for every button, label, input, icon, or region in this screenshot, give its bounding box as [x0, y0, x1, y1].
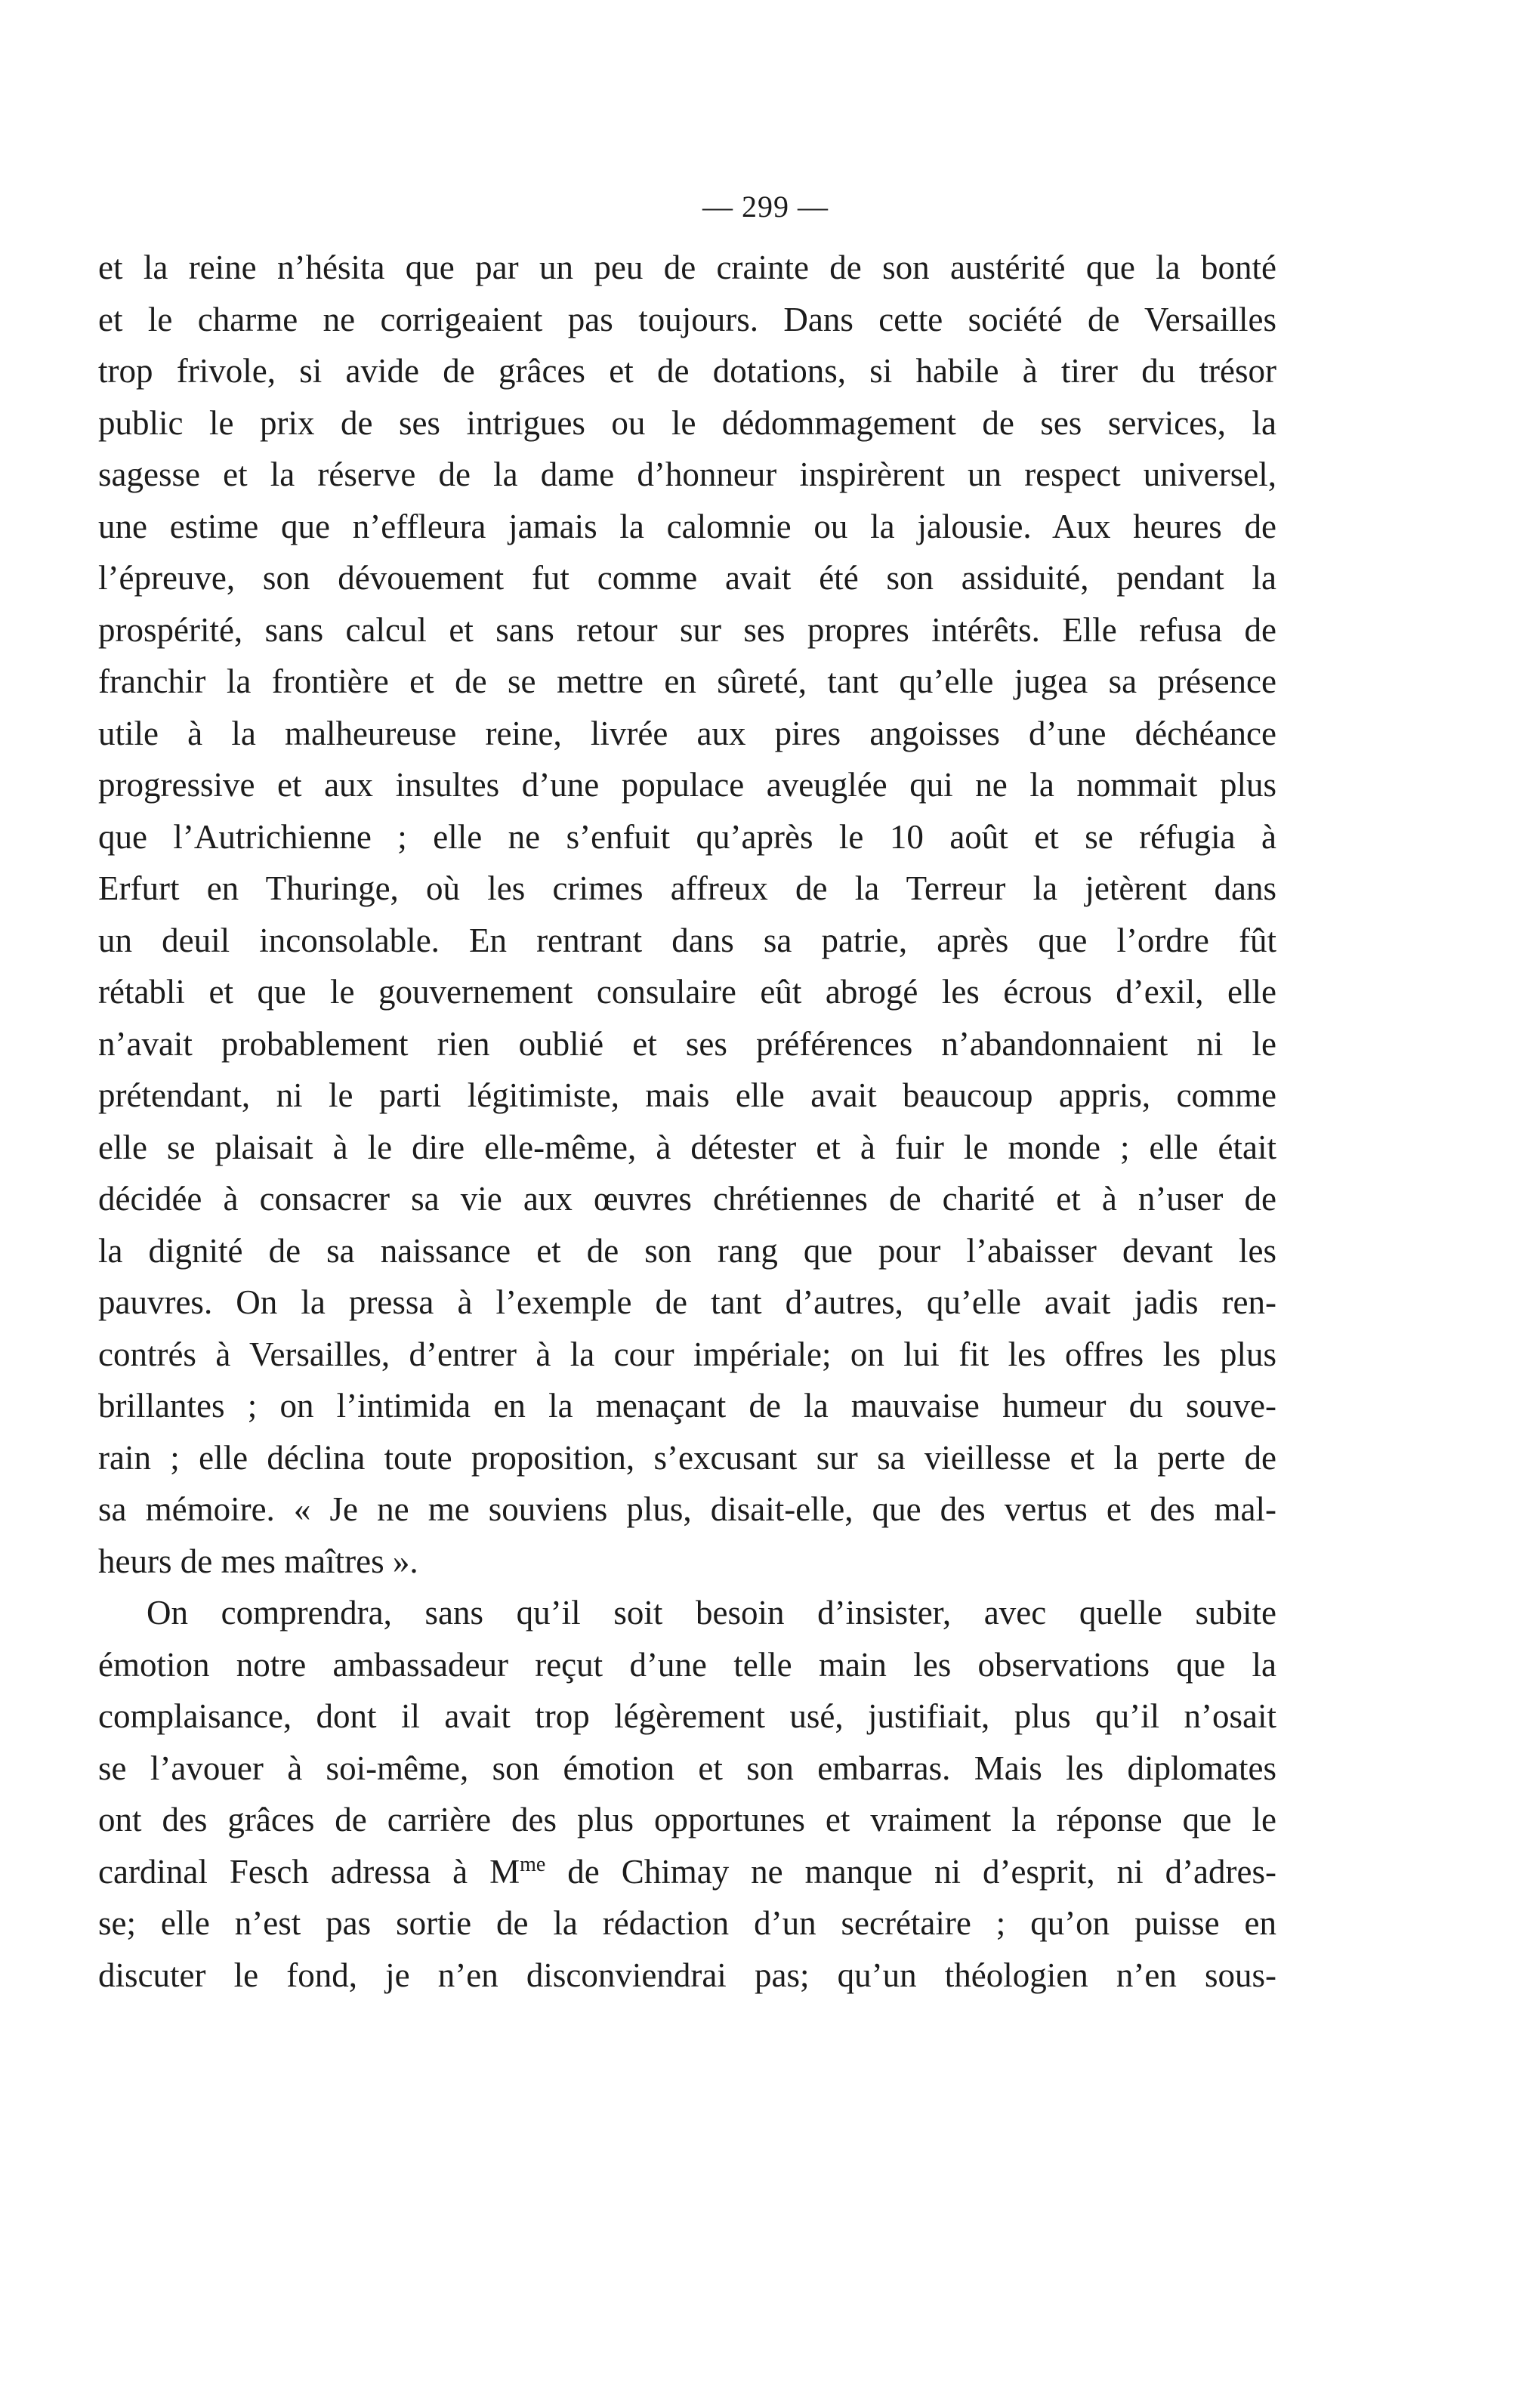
text-line: pauvres. On la pressa à l’exemple de tant d’autres, qu’elle avait jadis ren- [98, 1283, 1276, 1321]
superscript: me [520, 1852, 546, 1876]
text-fragment: de Chimay ne manque ni d’esprit, ni d’adres- [545, 1852, 1276, 1891]
text-fragment: cardinal Fesch adressa à M [98, 1852, 520, 1891]
text-line: décidée à consacrer sa vie aux œuvres chrétiennes de charité et à n’user de [98, 1180, 1276, 1218]
body-text [98, 242, 1276, 2001]
text-line: la dignité de sa naissance et de son rang que pour l’abaisser devant les [98, 1231, 1276, 1270]
text-line: public le prix de ses intrigues ou le dédommagement de ses services, la [98, 403, 1276, 442]
text-line: émotion notre ambassadeur reçut d’une telle main les observations que la [98, 1645, 1276, 1684]
text-line: que l’Autrichienne ; elle ne s’enfuit qu’après le 10 août et se réfugia à [98, 817, 1276, 856]
text-line: se l’avouer à soi-même, son émotion et son embarras. Mais les diplomates [98, 1749, 1276, 1787]
text-line: discuter le fond, je n’en disconviendrai pas; qu’un théologien n’en sous- [98, 1956, 1276, 1994]
text-line: une estime que n’effleura jamais la calomnie ou la jalousie. Aux heures de [98, 507, 1276, 545]
text-line: heurs de mes maîtres ». [98, 1542, 418, 1580]
text-line: un deuil inconsolable. En rentrant dans sa patrie, après que l’ordre fût [98, 921, 1276, 959]
text-line: l’épreuve, son dévouement fut comme avait été son assiduité, pendant la [98, 559, 1276, 597]
text-line: se; elle n’est pas sortie de la rédaction d’un secrétaire ; qu’on puisse en [98, 1904, 1276, 1942]
paragraph-2 [98, 1587, 1276, 2001]
text-line: n’avait probablement rien oublié et ses préférences n’abandonnaient ni le [98, 1024, 1276, 1063]
text-line: rétabli et que le gouvernement consulaire eût abrogé les écrous d’exil, elle [98, 973, 1276, 1011]
text-line: utile à la malheureuse reine, livrée aux pires angoisses d’une déchéance [98, 714, 1276, 752]
text-line: franchir la frontière et de se mettre en sûreté, tant qu’elle jugea sa présence [98, 662, 1276, 700]
text-line: prospérité, sans calcul et sans retour sur ses propres intérêts. Elle refusa de [98, 610, 1276, 649]
text-line: prétendant, ni le parti légitimiste, mais elle avait beaucoup appris, comme [98, 1076, 1276, 1114]
text-line: sa mémoire. « Je ne me souviens plus, disait-elle, que des vertus et des mal- [98, 1490, 1276, 1528]
text-line: trop frivole, si avide de grâces et de dotations, si habile à tirer du trésor [98, 352, 1276, 390]
paragraph-1 [98, 242, 1276, 1587]
text-line: sagesse et la réserve de la dame d’honneur inspirèrent un respect universel, [98, 455, 1276, 493]
text-line: ont des grâces de carrière des plus opportunes et vraiment la réponse que le [98, 1801, 1276, 1838]
text-line: Erfurt en Thuringe, où les crimes affreux de la Terreur la jetèrent dans [98, 869, 1276, 907]
text-line: rain ; elle déclina toute proposition, s’excusant sur sa vieillesse et la perte de [98, 1438, 1276, 1477]
text-line: complaisance, dont il avait trop légèrement usé, justifiait, plus qu’il n’osait [98, 1697, 1276, 1735]
text-line: On comprendra, sans qu’il soit besoin d’insister, avec quelle subite [147, 1594, 1276, 1632]
text-line [98, 1846, 1276, 1898]
text-line: elle se plaisait à le dire elle-même, à détester et à fuir le monde ; elle était [98, 1128, 1276, 1166]
text-line: contrés à Versailles, d’entrer à la cour impériale; on lui fit les offres les plus [98, 1335, 1276, 1373]
text-line: et la reine n’hésita que par un peu de crainte de son austérité que la bonté [98, 249, 1276, 286]
text-line: et le charme ne corrigeaient pas toujours. Dans cette société de Versailles [98, 300, 1276, 338]
text-line: brillantes ; on l’intimida en la menaçant de la mauvaise humeur du souve- [98, 1387, 1276, 1425]
text-line: progressive et aux insultes d’une populace aveuglée qui ne la nommait plus [98, 766, 1276, 804]
page-number: — 299 — [702, 190, 829, 224]
